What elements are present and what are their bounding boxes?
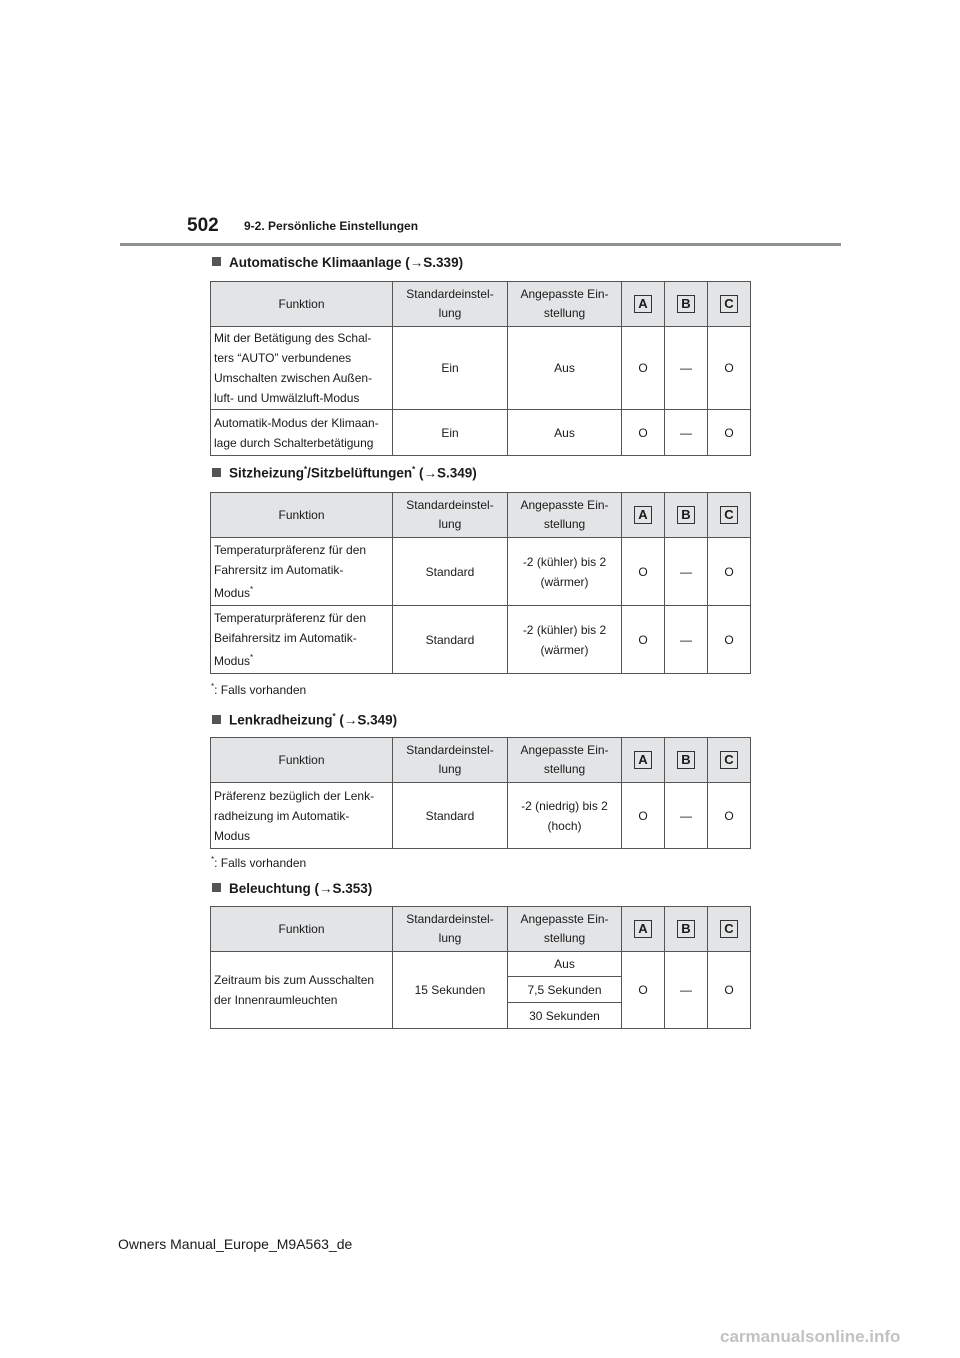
col-a — [622, 493, 665, 538]
col-custom: Angepasste Ein- stellung — [508, 907, 622, 952]
header-rule — [120, 243, 841, 246]
function-cell: Temperaturpräferenz für den Fahrersitz im Automatik- Modus* — [211, 538, 393, 606]
c-cell: O — [708, 606, 751, 674]
section-title-beleuchtung: Beleuchtung (→S.353) — [212, 881, 372, 896]
standard-cell: Standard — [393, 606, 508, 674]
b-cell: — — [665, 952, 708, 1029]
boxed-letter-a: A — [634, 751, 652, 769]
col-funktion: Funktion — [211, 907, 393, 952]
boxed-letter-c: C — [720, 920, 738, 938]
boxed-letter-b: B — [677, 920, 695, 938]
boxed-letter-c: C — [720, 506, 738, 524]
col-b — [665, 282, 708, 327]
section-title-lenkrad: Lenkradheizung* (→S.349) — [212, 712, 397, 728]
option-cell: 7,5 Sekunden — [508, 977, 622, 1003]
footer-text: Owners Manual_Europe_M9A563_de — [118, 1236, 353, 1252]
table-header-row — [211, 738, 751, 783]
table-lenkrad — [210, 737, 751, 849]
boxed-letter-a: A — [634, 506, 652, 524]
custom-cell: -2 (kühler) bis 2 (wärmer) — [508, 606, 622, 674]
option-cell: 30 Sekunden — [508, 1003, 622, 1029]
boxed-letter-b: B — [677, 295, 695, 313]
option-cell: Aus — [508, 952, 622, 977]
function-cell: Präferenz bezüglich der Lenk- radheizung im Automatik- Modus — [211, 783, 393, 849]
c-cell: O — [708, 538, 751, 606]
section-title-klima: Automatische Klimaanlage (→S.339) — [212, 255, 463, 270]
col-c — [708, 907, 751, 952]
col-standard: Standardeinstel- lung — [393, 282, 508, 327]
table-klima — [210, 281, 751, 456]
table-row — [211, 783, 751, 849]
col-c — [708, 493, 751, 538]
table-header-row — [211, 907, 751, 952]
col-custom: Angepasste Ein- stellung — [508, 738, 622, 783]
custom-cell: Aus — [508, 410, 622, 456]
square-bullet-icon — [212, 257, 221, 266]
table-header-row — [211, 282, 751, 327]
square-bullet-icon — [212, 468, 221, 477]
col-b — [665, 493, 708, 538]
col-b — [665, 907, 708, 952]
watermark: carmanualsonline.info — [720, 1327, 901, 1346]
col-c — [708, 738, 751, 783]
function-cell: Automatik-Modus der Klimaan- lage durch Schalterbetätigung — [211, 410, 393, 456]
a-cell: O — [622, 538, 665, 606]
col-c — [708, 282, 751, 327]
standard-cell: 15 Sekunden — [393, 952, 508, 1029]
standard-cell: Standard — [393, 783, 508, 849]
standard-cell: Ein — [393, 327, 508, 410]
standard-cell: Standard — [393, 538, 508, 606]
a-cell: O — [622, 952, 665, 1029]
table-row — [211, 327, 751, 410]
col-custom: Angepasste Ein- stellung — [508, 282, 622, 327]
c-cell: O — [708, 952, 751, 1029]
table-header-row — [211, 493, 751, 538]
boxed-letter-c: C — [720, 751, 738, 769]
page-number: 502 — [187, 215, 219, 236]
table-row — [211, 538, 751, 606]
table-row — [211, 952, 751, 977]
col-a — [622, 738, 665, 783]
custom-cell: -2 (niedrig) bis 2 (hoch) — [508, 783, 622, 849]
boxed-letter-a: A — [634, 295, 652, 313]
col-b — [665, 738, 708, 783]
b-cell: — — [665, 327, 708, 410]
footnote: *: Falls vorhanden — [211, 682, 307, 697]
col-standard: Standardeinstel- lung — [393, 907, 508, 952]
square-bullet-icon — [212, 715, 221, 724]
boxed-letter-c: C — [720, 295, 738, 313]
custom-cell: -2 (kühler) bis 2 (wärmer) — [508, 538, 622, 606]
c-cell: O — [708, 410, 751, 456]
table-row — [211, 606, 751, 674]
function-cell: Zeitraum bis zum Ausschalten der Innenraumleuchten — [211, 952, 393, 1029]
col-funktion: Funktion — [211, 282, 393, 327]
boxed-letter-b: B — [677, 506, 695, 524]
col-custom: Angepasste Ein- stellung — [508, 493, 622, 538]
b-cell: — — [665, 606, 708, 674]
a-cell: O — [622, 783, 665, 849]
a-cell: O — [622, 606, 665, 674]
table-sitz — [210, 492, 751, 674]
col-standard: Standardeinstel- lung — [393, 738, 508, 783]
a-cell: O — [622, 327, 665, 410]
col-a — [622, 282, 665, 327]
standard-cell: Ein — [393, 410, 508, 456]
square-bullet-icon — [212, 883, 221, 892]
b-cell: — — [665, 538, 708, 606]
boxed-letter-b: B — [677, 751, 695, 769]
c-cell: O — [708, 783, 751, 849]
function-cell: Mit der Betätigung des Schal- ters “AUTO” verbundenes Umschalten zwischen Außen- luft- und Umwälzluft-Modus — [211, 327, 393, 410]
col-standard: Standardeinstel- lung — [393, 493, 508, 538]
section-title-sitz: Sitzheizung*/Sitzbelüftungen* (→S.349) — [212, 465, 477, 481]
custom-cell: Aus — [508, 327, 622, 410]
arrow-icon: → — [319, 881, 333, 896]
b-cell: — — [665, 783, 708, 849]
b-cell: — — [665, 410, 708, 456]
col-funktion: Funktion — [211, 493, 393, 538]
footnote: *: Falls vorhanden — [211, 855, 307, 870]
col-funktion: Funktion — [211, 738, 393, 783]
c-cell: O — [708, 327, 751, 410]
arrow-icon: → — [343, 712, 358, 728]
arrow-icon: → — [423, 465, 437, 481]
table-row — [211, 410, 751, 456]
arrow-icon: → — [409, 255, 424, 270]
a-cell: O — [622, 410, 665, 456]
boxed-letter-a: A — [634, 920, 652, 938]
chapter-title: 9-2. Persönliche Einstellungen — [244, 219, 419, 233]
col-a — [622, 907, 665, 952]
function-cell: Temperaturpräferenz für den Beifahrersitz im Automatik- Modus* — [211, 606, 393, 674]
table-beleuchtung — [210, 906, 751, 1029]
